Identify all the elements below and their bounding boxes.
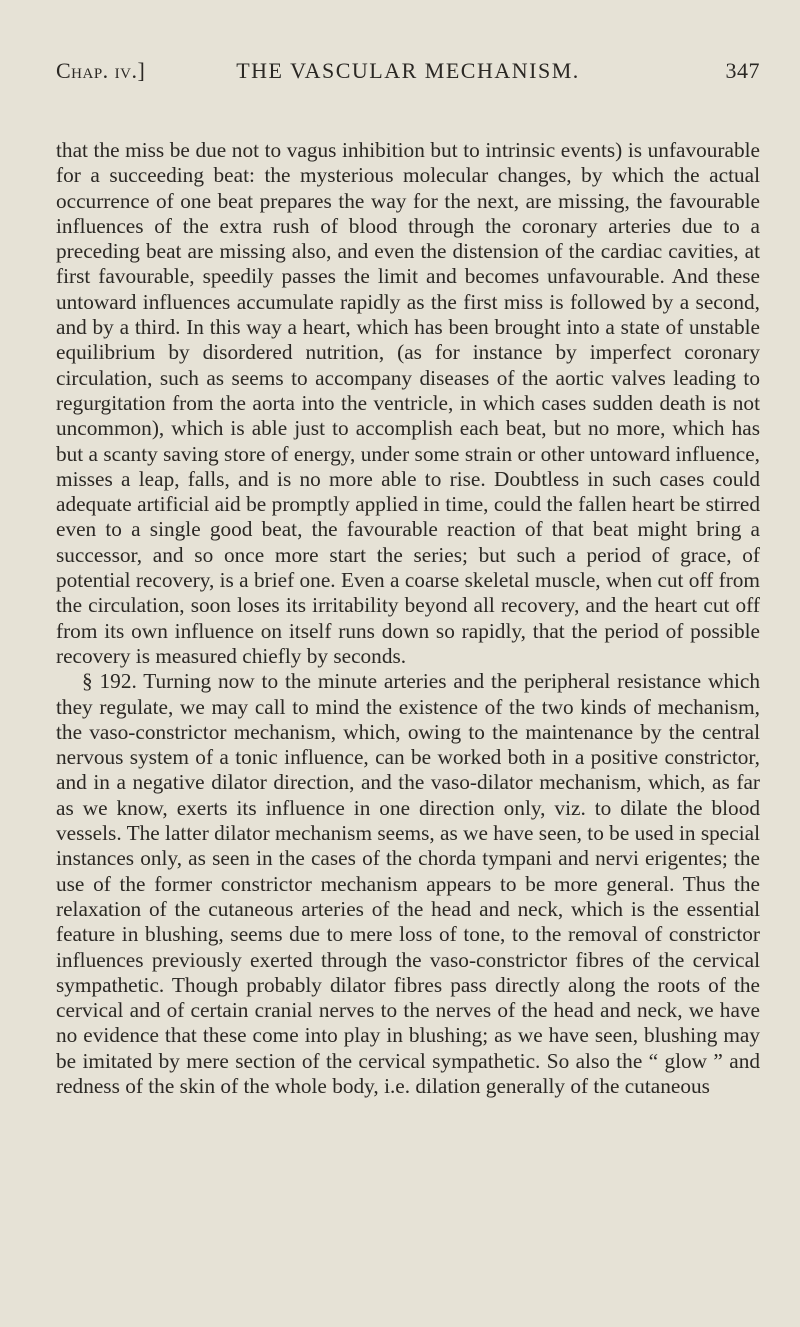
paragraph-continuation: that the miss be due not to vagus inhibition but to intrinsic events) is unfavourable for a succeeding beat: the mysterious molecular changes, by which the actual occurrence of one beat prepares the way for the next, are missing, the favourable influences of the extra rush of blood through the coronary arteries due to a preceding beat are missing also, and even the distension of the cardiac cavities, at first favourable, speedily passes the limit and becomes unfavourable. And these untoward influences accumulate rapidly as the first miss is followed by a second, and by a third. In this way a heart, which has been brought into a state of unstable equilibrium by disordered nutrition, (as for instance by imperfect coronary circulation, such as seems to accompany diseases of the aortic valves leading to regurgitation from the aorta into the ventricle, in which cases sudden death is not uncommon), which is able just to accomplish each beat, but no more, which has but a scanty saving store of energy, under some strain or other untoward influence, misses a leap, falls, and is no more able to rise. Doubtless in such cases could adequate artificial aid be promptly applied in time, could the fallen heart be stirred even to a single good beat, the favourable reaction of that beat might bring a successor, and so once more start the series; but such a period of grace, of potential recovery, is a brief one. Even a coarse skeletal muscle, when cut off from the circulation, soon loses its irritability beyond all recovery, and the heart cut off from its own influence on itself runs down so rapidly, that the period of possible recovery is measured chiefly by seconds. bbox=[56, 138, 760, 668]
page-number: 347 bbox=[725, 58, 760, 83]
body-text bbox=[56, 138, 760, 1099]
paragraph-section-192: § 192. Turning now to the minute arteries and the peripheral resistance which they regulate, we may call to mind the existence of the two kinds of mechanism, the vaso-constrictor mechanism, which, owing to the maintenance by the central nervous system of a tonic influence, can be worked both in a positive constrictor, and in a negative dilator direction, and the vaso-dilator mechanism, which, as far as we know, exerts its influence in one direction only, viz. to dilate the blood vessels. The latter dilator mechanism seems, as we have seen, to be used in special instances only, as seen in the cases of the chorda tympani and nervi erigentes; the use of the former constrictor mechanism appears to be more general. Thus the relaxation of the cutaneous arteries of the head and neck, which is the essential feature in blushing, seems due to mere loss of tone, to the removal of constrictor influences previously exerted through the vaso-constrictor fibres of the cervical sympathetic. Though probably dilator fibres pass directly along the roots of the cervical and of certain cranial nerves to the nerves of the head and neck, we have no evidence that these come into play in blushing; as we have seen, blushing may be imitated by mere section of the cervical sympathetic. So also the “ glow ” and redness of the skin of the whole body, i.e. dilation generally of the cutaneous bbox=[56, 669, 760, 1098]
chapter-label: Chap. iv.] bbox=[56, 58, 146, 83]
running-head bbox=[56, 58, 760, 98]
running-title: THE VASCULAR MECHANISM. bbox=[236, 58, 580, 83]
